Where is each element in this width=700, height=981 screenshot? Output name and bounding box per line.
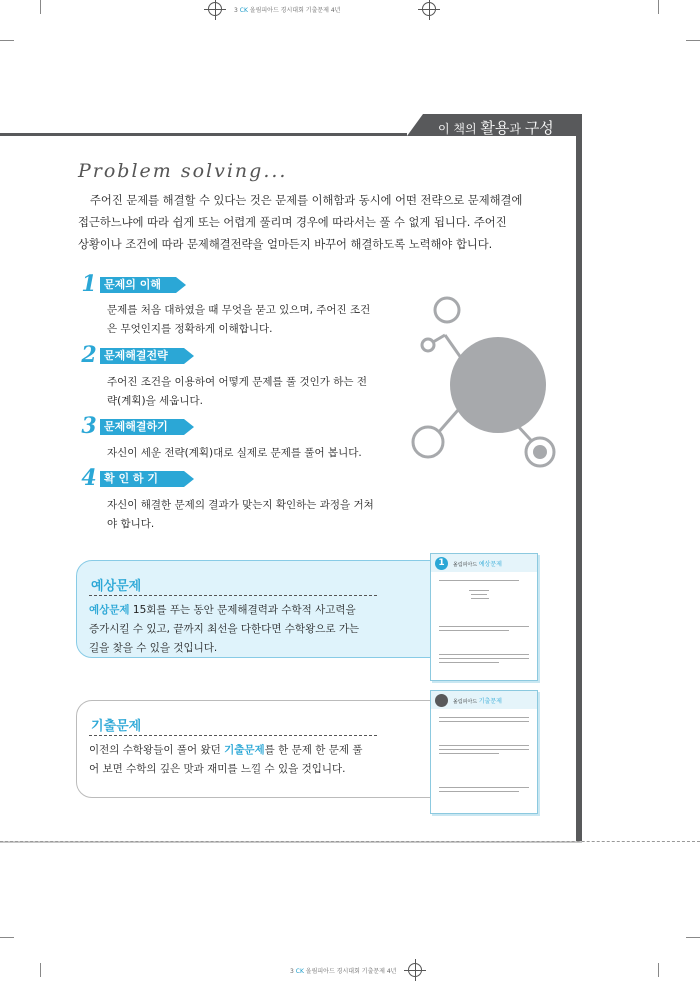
past-problem-thumbnail: 올림피아드 기출문제 [430, 690, 538, 814]
registration-mark-icon [422, 2, 436, 16]
box-title: 기출문제 [91, 719, 142, 734]
footer-dash [0, 841, 700, 842]
step-4-label: 확 인 하 기 4 [78, 470, 188, 488]
registration-mark-icon [208, 2, 222, 16]
section-tab: 이 책의 활용과 구성 [408, 114, 582, 136]
box-body: 예상문제 15회를 푸는 동안 문제해결력과 수학적 사고력을 증가시킬 수 있고, 끝까지 최선을 다한다면 수학왕으로 가는 길을 찾을 수 있을 것입니다. [89, 604, 360, 654]
divider [89, 735, 377, 736]
crop-mark [0, 40, 14, 41]
step-2-label: 문제해결전략 2 [78, 347, 188, 365]
running-head-bottom: 3 CK 올림피아드 경시대회 기출문제 4년 [290, 968, 397, 975]
crop-mark [40, 0, 41, 14]
crop-mark [40, 963, 41, 977]
intro-paragraph: 주어진 문제를 해결할 수 있다는 것은 문제를 이해함과 동시에 어떤 전략으로 문제해결에 접근하느냐에 따라 쉽게 또는 어렵게 풀리며 경우에 따라서는 풀 수 없게 됩니다. 주어진 상황이나 조건에 따라 문제해결전략을 얼마든지 바꾸어 해결하도록 노력해야 합니다. [78, 194, 523, 251]
crop-mark [658, 963, 659, 977]
box-title: 예상문제 [91, 579, 142, 594]
step-1-label: 문제의 이해 1 [78, 276, 188, 294]
crop-mark [658, 0, 659, 14]
expected-problem-thumbnail: 1 올림피아드 예상문제 [430, 553, 538, 681]
molecule-graphic [400, 290, 580, 490]
step-4-text: 자신이 해결한 문제의 결과가 맞는지 확인하는 과정을 거쳐 야 합니다. [107, 499, 374, 530]
past-problem-box [76, 700, 468, 798]
crop-mark [0, 937, 14, 938]
step-3-label: 문제해결하기 3 [78, 418, 188, 436]
running-head-top: 3 CK 올림피아드 경시대회 기출문제 4년 [234, 7, 341, 14]
step-3-text: 자신이 세운 전략(계획)대로 실제로 문제를 풀어 봅니다. [107, 447, 362, 459]
step-1-text: 문제를 처음 대하였을 때 무엇을 묻고 있으며, 주어진 조건 은 무엇인지를 정확하게 이해합니다. [107, 304, 371, 335]
registration-mark-icon [408, 963, 422, 977]
step-2-text: 주어진 조건을 이용하여 어떻게 문제를 풀 것인가 하는 전 략(계획)을 세웁니다. [107, 376, 367, 407]
box-body: 이전의 수학왕들이 풀어 왔던 기출문제를 한 문제 한 문제 풀 어 보면 수학의 깊은 맛과 재미를 느낄 수 있을 것입니다. [89, 744, 363, 775]
crop-mark [686, 40, 700, 41]
page-title: Problem solving... [78, 160, 288, 182]
crop-mark [686, 937, 700, 938]
divider [89, 595, 377, 596]
expected-problem-box [76, 560, 468, 658]
